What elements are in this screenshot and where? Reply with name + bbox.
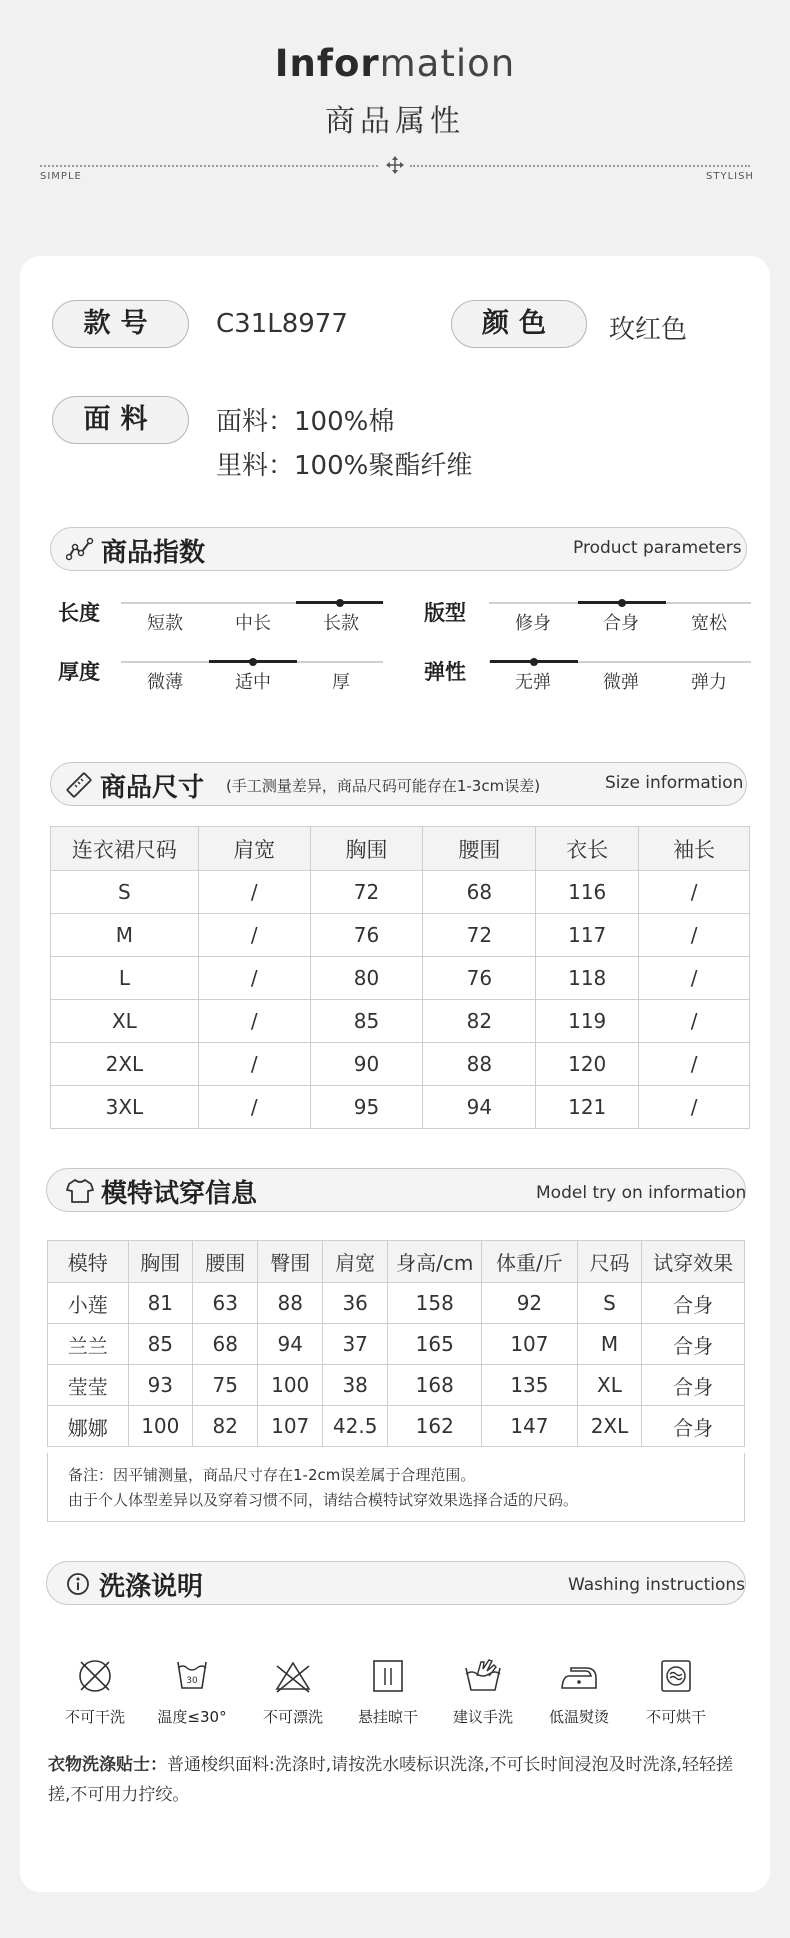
- fit-opt-slim: 修身: [515, 613, 551, 634]
- wash-item-low-iron: [534, 1656, 624, 1727]
- wash-label: 不可干洗: [64, 1708, 125, 1726]
- table-cell: 92: [482, 1283, 578, 1324]
- model-section-title: 模特试穿信息: [101, 1179, 258, 1209]
- model-section-en: Model try on information: [536, 1183, 747, 1203]
- size-col-sleeve: 袖长: [639, 827, 750, 871]
- wash-label: 温度≤30°: [157, 1708, 227, 1726]
- table-cell: /: [639, 871, 750, 914]
- wash-tip: [48, 1750, 753, 1810]
- wash-label: 不可烘干: [645, 1708, 706, 1726]
- table-cell: 兰兰: [48, 1324, 129, 1365]
- table-cell: 119: [536, 1000, 639, 1043]
- tshirt-icon: [66, 1178, 94, 1204]
- table-cell: 165: [388, 1324, 482, 1365]
- table-cell: 116: [536, 871, 639, 914]
- table-cell: 82: [423, 1000, 536, 1043]
- table-cell: 162: [388, 1406, 482, 1447]
- table-cell: XL: [577, 1365, 641, 1406]
- index-section-title: 商品指数: [101, 538, 206, 568]
- size-col-size: 连衣裙尺码: [51, 827, 199, 871]
- table-cell: 107: [482, 1324, 578, 1365]
- table-cell: 81: [128, 1283, 192, 1324]
- wash-label: 建议手洗: [452, 1708, 513, 1726]
- fit-dot: [618, 599, 626, 607]
- trend-line-icon: [66, 537, 94, 561]
- table-cell: 76: [423, 957, 536, 1000]
- size-table-header: [51, 827, 750, 871]
- no-bleach-icon: [273, 1656, 313, 1696]
- size-table: [50, 826, 750, 1129]
- thickness-dot: [249, 658, 257, 666]
- hang-dry-icon: [368, 1656, 408, 1696]
- table-cell: 63: [193, 1283, 258, 1324]
- size-col-shoulder: 肩宽: [198, 827, 310, 871]
- table-cell: /: [639, 1043, 750, 1086]
- table-row: [51, 914, 750, 957]
- table-row: [51, 1086, 750, 1129]
- model-note-1: 备注：因平铺测量，商品尺寸存在1-2cm误差属于合理范围。: [68, 1466, 476, 1484]
- table-cell: 94: [423, 1086, 536, 1129]
- table-cell: 76: [310, 914, 423, 957]
- wash-section-title: 洗涤说明: [99, 1572, 204, 1602]
- model-col-shoulder: 肩宽: [322, 1241, 387, 1283]
- wash-item-30: [147, 1656, 237, 1727]
- table-cell: /: [198, 957, 310, 1000]
- elastic-opt-stretch: 弹力: [691, 672, 727, 693]
- fit-opt-regular: 合身: [603, 613, 639, 634]
- wash-tip-text: 普通梭织面料:洗涤时,请按洗水唛标识洗涤,不可长时间浸泡及时洗涤,轻轻搓搓,不可用力拧绞。: [48, 1755, 733, 1805]
- table-cell: 117: [536, 914, 639, 957]
- table-cell: /: [198, 1043, 310, 1086]
- table-cell: XL: [51, 1000, 199, 1043]
- table-cell: /: [198, 914, 310, 957]
- page-subtitle: 商品属性: [325, 104, 465, 139]
- table-cell: 2XL: [51, 1043, 199, 1086]
- table-cell: S: [577, 1283, 641, 1324]
- size-col-bust: 胸围: [310, 827, 423, 871]
- table-cell: 107: [258, 1406, 322, 1447]
- length-opt-mid: 中长: [235, 613, 271, 634]
- elastic-opt-none: 无弹: [515, 672, 551, 693]
- wash-item-no-tumble-dry: [631, 1656, 721, 1727]
- fabric-pill: 面料: [52, 396, 189, 444]
- length-opt-long: 长款: [323, 613, 359, 634]
- table-cell: M: [51, 914, 199, 957]
- table-cell: 75: [193, 1365, 258, 1406]
- table-cell: /: [198, 1000, 310, 1043]
- wash-item-no-dry-clean: [50, 1656, 140, 1727]
- wash-item-hand-wash: [438, 1656, 528, 1727]
- table-cell: 121: [536, 1086, 639, 1129]
- style-no-value: C31L8977: [216, 309, 348, 339]
- info-circle-icon: [66, 1572, 90, 1596]
- table-cell: /: [198, 871, 310, 914]
- table-cell: 合身: [642, 1406, 745, 1447]
- model-col-size: 尺码: [577, 1241, 641, 1283]
- color-value: 玫红色: [609, 315, 688, 345]
- wash-item-hang-dry: [343, 1656, 433, 1727]
- table-cell: /: [198, 1086, 310, 1129]
- model-note-2: 由于个人体型差异以及穿着习惯不同，请结合模特试穿效果选择合适的尺码。: [68, 1491, 579, 1509]
- thickness-label: 厚度: [58, 660, 100, 684]
- table-cell: 85: [310, 1000, 423, 1043]
- table-row: [48, 1406, 745, 1447]
- model-col-bust: 胸围: [128, 1241, 192, 1283]
- model-col-fit: 试穿效果: [642, 1241, 745, 1283]
- header-divider-right: [410, 165, 750, 167]
- title-light: mation: [379, 42, 516, 85]
- table-cell: 3XL: [51, 1086, 199, 1129]
- color-pill: 颜色: [451, 300, 587, 348]
- wash-label: 悬挂晾干: [357, 1708, 418, 1726]
- size-section-note: (手工测量差异，商品尺码可能存在1-3cm误差): [226, 777, 541, 795]
- table-cell: 72: [423, 914, 536, 957]
- table-cell: 小莲: [48, 1283, 129, 1324]
- table-cell: 88: [423, 1043, 536, 1086]
- length-dot: [336, 599, 344, 607]
- low-iron-icon: [559, 1656, 599, 1696]
- model-col-weight: 体重/斤: [482, 1241, 578, 1283]
- length-opt-short: 短款: [147, 613, 183, 634]
- wash-item-no-bleach: [248, 1656, 338, 1727]
- table-cell: 80: [310, 957, 423, 1000]
- fit-opt-loose: 宽松: [691, 613, 727, 634]
- table-row: [48, 1365, 745, 1406]
- table-cell: 93: [128, 1365, 192, 1406]
- table-cell: 36: [322, 1283, 387, 1324]
- model-table: [47, 1240, 745, 1447]
- wash-label: 低温熨烫: [548, 1708, 609, 1726]
- thickness-opt-medium: 适中: [235, 672, 271, 693]
- table-cell: /: [639, 1000, 750, 1043]
- thickness-opt-thick: 厚: [332, 672, 350, 693]
- table-cell: 合身: [642, 1324, 745, 1365]
- thickness-opt-thin: 微薄: [147, 672, 183, 693]
- model-col-hip: 臀围: [258, 1241, 322, 1283]
- table-cell: 90: [310, 1043, 423, 1086]
- table-cell: 118: [536, 957, 639, 1000]
- length-label: 长度: [58, 601, 100, 625]
- wash-30-text: 30: [186, 1676, 198, 1686]
- table-cell: 120: [536, 1043, 639, 1086]
- model-table-header: [48, 1241, 745, 1283]
- table-cell: 娜娜: [48, 1406, 129, 1447]
- page-title: [0, 42, 790, 85]
- table-row: [51, 957, 750, 1000]
- table-cell: 68: [423, 871, 536, 914]
- table-cell: 2XL: [577, 1406, 641, 1447]
- index-section-en: Product parameters: [573, 538, 742, 558]
- table-cell: /: [639, 914, 750, 957]
- table-cell: 合身: [642, 1283, 745, 1324]
- no-dry-clean-icon: [75, 1656, 115, 1696]
- table-cell: M: [577, 1324, 641, 1365]
- table-cell: /: [639, 1086, 750, 1129]
- stylish-label: STYLISH: [706, 171, 754, 182]
- fit-label: 版型: [424, 601, 466, 625]
- table-cell: 88: [258, 1283, 322, 1324]
- table-cell: 72: [310, 871, 423, 914]
- model-col-height: 身高/cm: [388, 1241, 482, 1283]
- header-divider-left: [40, 165, 378, 167]
- size-section-title: 商品尺寸: [100, 773, 205, 803]
- table-cell: 95: [310, 1086, 423, 1129]
- table-cell: 合身: [642, 1365, 745, 1406]
- table-cell: 168: [388, 1365, 482, 1406]
- table-row: [51, 1000, 750, 1043]
- fabric-line-2: 里料：100%聚酯纤维: [216, 451, 473, 481]
- wash-30-icon: [172, 1656, 212, 1696]
- title-bold: Infor: [274, 42, 380, 85]
- table-row: [48, 1283, 745, 1324]
- table-cell: /: [639, 957, 750, 1000]
- fabric-line-1: 面料：100%棉: [216, 407, 395, 437]
- table-cell: 100: [258, 1365, 322, 1406]
- wash-section-en: Washing instructions: [568, 1575, 746, 1595]
- table-row: [48, 1324, 745, 1365]
- table-cell: 147: [482, 1406, 578, 1447]
- model-col-name: 模特: [48, 1241, 129, 1283]
- table-cell: L: [51, 957, 199, 1000]
- table-cell: 158: [388, 1283, 482, 1324]
- elastic-opt-slight: 微弹: [603, 672, 639, 693]
- size-col-waist: 腰围: [423, 827, 536, 871]
- table-cell: 42.5: [322, 1406, 387, 1447]
- wash-tip-label: 衣物洗涤贴士：: [48, 1755, 167, 1775]
- table-cell: 37: [322, 1324, 387, 1365]
- table-row: [51, 871, 750, 914]
- table-cell: 38: [322, 1365, 387, 1406]
- elastic-dot: [530, 658, 538, 666]
- wash-label: 不可漂洗: [262, 1708, 323, 1726]
- elastic-label: 弹性: [424, 660, 466, 684]
- simple-label: SIMPLE: [40, 171, 82, 182]
- size-col-length: 衣长: [536, 827, 639, 871]
- table-row: [51, 1043, 750, 1086]
- ruler-icon: [65, 771, 93, 799]
- hand-wash-icon: [463, 1656, 503, 1696]
- table-cell: 85: [128, 1324, 192, 1365]
- table-cell: 100: [128, 1406, 192, 1447]
- table-cell: S: [51, 871, 199, 914]
- style-no-pill: 款号: [52, 300, 189, 348]
- no-tumble-dry-icon: [656, 1656, 696, 1696]
- table-cell: 莹莹: [48, 1365, 129, 1406]
- table-cell: 94: [258, 1324, 322, 1365]
- model-col-waist: 腰围: [193, 1241, 258, 1283]
- table-cell: 82: [193, 1406, 258, 1447]
- size-section-en: Size information: [605, 773, 744, 793]
- table-cell: 68: [193, 1324, 258, 1365]
- table-cell: 135: [482, 1365, 578, 1406]
- move-cross-icon: [385, 155, 405, 175]
